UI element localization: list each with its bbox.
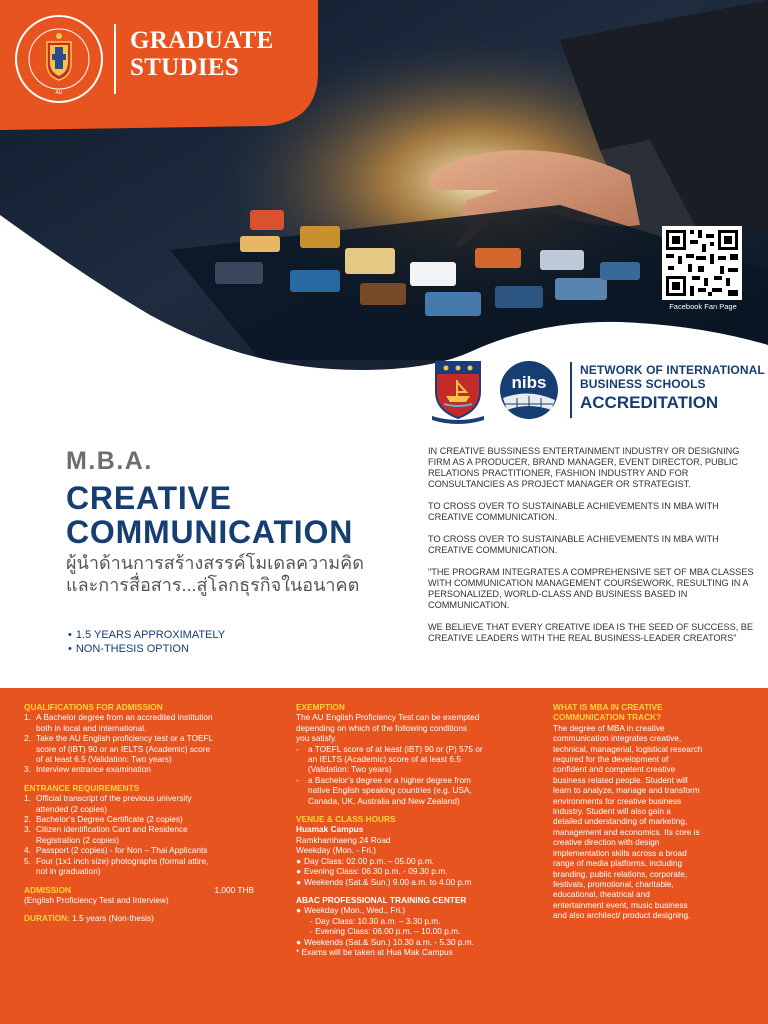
header-title-line1: GRADUATE [130, 27, 274, 54]
program-abbreviation: M.B.A. [66, 447, 153, 475]
venue-days: Weekday (Mon. - Fri.) [296, 845, 377, 856]
what-is-heading: WHAT IS MBA IN CREATIVE COMMUNICATION TRACK? [553, 702, 663, 723]
admission-column [24, 702, 264, 924]
program-intro [428, 446, 756, 655]
duration-row [24, 913, 264, 923]
list-item: ● Evening Class: 06.30 p.m. - 09.30 p.m. [296, 866, 448, 877]
list-item: 4. Passport (2 copies) - for Non – Thai Applicants [24, 845, 208, 856]
list-item: ● Weekends (Sat.& Sun.) 10.30 a.m. - 5.30 p.m. [296, 936, 475, 947]
list-item: ● Weekends (Sat.& Sun.) 9.00 a.m. to 4.00 p.m [296, 876, 472, 887]
duration-value: 1.5 years (Non-thesis) [72, 913, 154, 924]
key-point: • 1.5 YEARS APPROXIMATELY [68, 628, 225, 642]
intro-paragraph: TO CROSS OVER TO SUSTAINABLE ACHIEVEMENTS IN MBA WITH CREATIVE COMMUNICATION. [428, 501, 719, 522]
abac-schedule [296, 905, 522, 947]
accreditation-line2: BUSINESS SCHOOLS [580, 377, 706, 391]
exemption-venue-column [296, 702, 522, 957]
header-title-line2: STUDIES [130, 54, 240, 81]
nibs-logo-icon [497, 360, 561, 420]
list-item: - Evening Class: 06.00 p.m. – 10.00 p.m. [310, 926, 461, 937]
admission-heading: ADMISSION [24, 884, 72, 895]
what-is-column [553, 702, 749, 921]
venue-schedule [296, 856, 522, 887]
list-item: - a Bachelor’s degree or a higher degree from native English speaking countries (e.g. USA, Canada, UK, Australia and New Zealand) [296, 774, 472, 806]
intro-paragraph: IN CREATIVE BUSSINESS ENTERTAINMENT INDUSTRY OR DESIGNING FIRM AS A PRODUCER, BRAND MANAGER, EVENT DIRECTOR, PUBLIC RELATIONS PRACTITIONER, FASHION INDUSTRY AND FOR CONSULTANCIES AS PROJECT MANAGER OR STRATEGIST. [428, 446, 740, 489]
header-divider [114, 24, 116, 94]
exemption-list [296, 744, 522, 806]
thai-tagline-line2: และการสื่อสาร...สู่โลกธุรกิจในอนาคต [66, 575, 360, 595]
list-item: 2. Take the AU English proficiency test or a TOEFL score of (iBT) 90 or an IELTS (Academic) score of at least 6.5 (Validation: Two years) [24, 733, 214, 765]
duration-heading: DURATION: [24, 913, 70, 924]
svg-text:AU: AU [55, 90, 63, 96]
list-item: 3. Interview entrance examination [24, 764, 151, 775]
accreditation-line1: NETWORK OF INTERNATIONAL [580, 363, 765, 377]
graduate-studies-title [130, 27, 274, 81]
university-seal-icon [14, 14, 104, 104]
intro-paragraph: WE BELIEVE THAT EVERY CREATIVE IDEA IS THE SEED OF SUCCESS, BE CREATIVE LEADERS WITH THE REAL BUSINESS-LEADER CREATORS" [428, 622, 754, 643]
exemption-heading: EXEMPTION [296, 702, 345, 712]
hero-banner [0, 0, 768, 430]
program-title-line1: CREATIVE [66, 480, 232, 516]
program-thai-tagline [66, 552, 364, 596]
thai-tagline-line1: ผู้นำด้านการสร้างสรรค์โมเดลความคิด [66, 553, 364, 573]
entrance-heading: ENTRANCE REQUIREMENTS [24, 782, 140, 793]
abac-note: * Exams will be taken at Hua Mak Campus [296, 946, 453, 957]
list-item: 5. Four (1x1 inch size) photographs (formal attire, not in graduation) [24, 855, 209, 877]
accreditation-divider [570, 362, 572, 418]
admission-row [24, 885, 264, 895]
intro-paragraph: "THE PROGRAM INTEGRATES A COMPREHENSIVE SET OF MBA CLASSES WITH COMMUNICATION MANAGEMENT COURSEWORK, RESULTING IN A PERSONALIZED, WORLD-CLASS AND BUSINESS BASED IN COMMUNICATION. [428, 567, 754, 610]
school-crest-icon [428, 358, 488, 424]
list-item: 1. A Bachelor degree from an accredited institution both in local and international. [24, 712, 213, 733]
venue-campus: Huamak Campus [296, 824, 364, 835]
program-title [66, 481, 353, 549]
intro-paragraph: TO CROSS OVER TO SUSTAINABLE ACHIEVEMENTS IN MBA WITH CREATIVE COMMUNICATION. [428, 534, 719, 555]
list-item: 3. Citizen identification Card and Residence Registration (2 copies) [24, 824, 188, 845]
key-point: • NON-THESIS OPTION [68, 642, 225, 656]
list-item: - Day Class: 10.30 a.m. – 3.30 p.m. [310, 915, 441, 926]
entrance-list [24, 793, 264, 876]
admission-note: (English Proficiency Test and Interview) [24, 894, 169, 905]
qualifications-heading: QUALIFICATIONS FOR ADMISSION [24, 702, 163, 712]
list-item: 1. Official transcript of the previous university attended (2 copies) [24, 793, 192, 814]
admission-fee: 1,000 THB [214, 884, 254, 895]
info-panel [0, 688, 768, 1024]
list-item: ● Weekday (Mon., Wed., Fri.) [296, 905, 406, 916]
venue-road: Ramkhamhaeng 24 Road [296, 834, 391, 845]
qualifications-list [24, 712, 264, 774]
what-is-body: The degree of MBA in creative communication integrates creative, technical, managerial, logistical research required for the development of confident and competent creative business related people. Student will learn to analyze, manage and transform environments for creative business industry. Student will also gain a detailed understanding of marketing, management and economics. Its core is creative direction with design implementation skills across a broad range of media platforms, including branding, public relations, corporate, festivals, promotional, charitable, educational, theatrical and entertainment event, music business and also architect/ product designing. [553, 722, 703, 921]
qr-code-icon[interactable] [662, 226, 742, 300]
accreditation-line3: ACCREDITATION [580, 393, 719, 412]
qr-caption: Facebook Fan Page [669, 302, 737, 311]
venue-heading: VENUE & CLASS HOURS [296, 814, 396, 825]
list-item: - a TOEFL score of at least (iBT) 90 or (P) 575 or an IELTS (Academic) score of at least 6.5 (Validation: Two years) [296, 743, 483, 775]
program-title-line2: COMMUNICATION [66, 514, 354, 550]
program-key-points [68, 628, 225, 656]
exemption-intro: The AU English Proficiency Test can be exempted depending on which of the following conditions you satisfy. [296, 712, 480, 744]
list-item: ● Day Class: 02.00 p.m. – 05.00 p.m. [296, 855, 435, 866]
list-item: 2. Bachelor’s Degree Certificate (2 copies) [24, 814, 183, 825]
abac-heading: ABAC PROFESSIONAL TRAINING CENTER [296, 894, 467, 905]
accreditation-text [580, 363, 765, 414]
nibs-logo-text: nibs [511, 373, 547, 392]
